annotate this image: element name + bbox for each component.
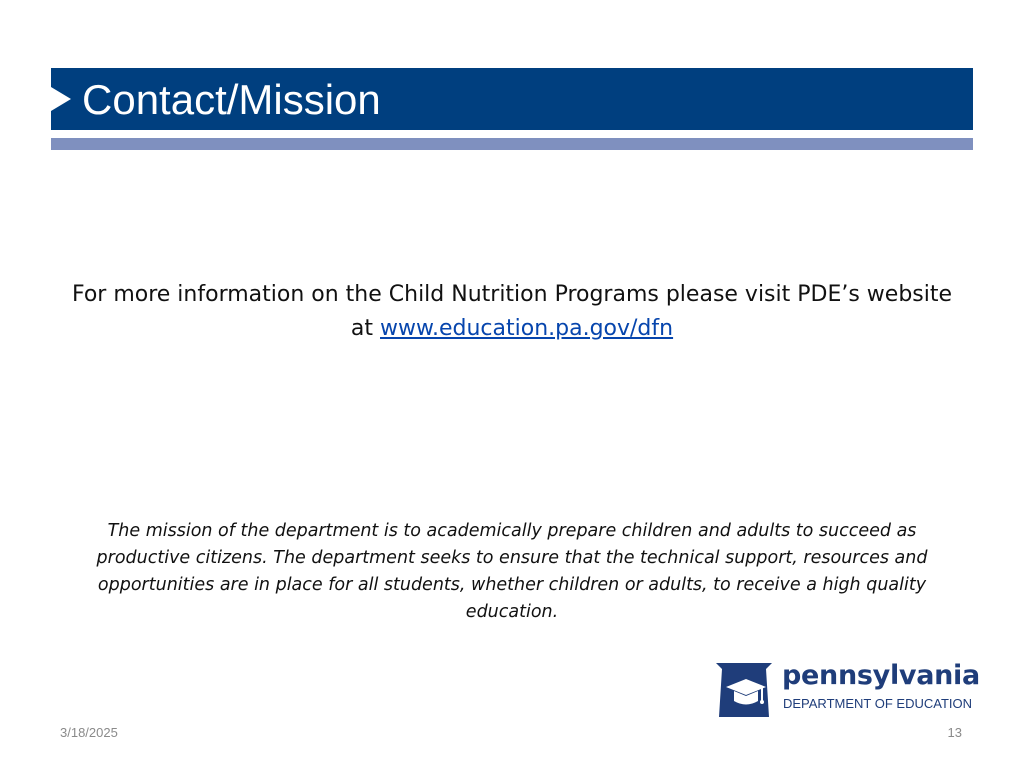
title-underline-bar <box>51 138 973 150</box>
info-text: For more information on the Child Nutrition Programs please visit PDE’s website at <box>71 282 953 341</box>
footer-date: 3/18/2025 <box>60 725 118 740</box>
info-paragraph <box>60 278 964 346</box>
keystone-graduation-cap-icon <box>712 657 776 721</box>
slide-title: Contact/Mission <box>82 76 381 123</box>
logo-name: pennsylvania <box>782 660 980 691</box>
logo-department: DEPARTMENT OF EDUCATION <box>783 696 972 711</box>
page-number: 13 <box>947 725 962 740</box>
mission-statement: The mission of the department is to academically prepare children and adults to succeed as productive citizens. The department seeks to ensure that the technical support, resources and opportunities are in place for all students, whether children or adults, to receive a high quality education. <box>96 521 928 622</box>
pde-logo <box>712 657 980 721</box>
title-arrow-icon <box>51 87 71 111</box>
pde-website-link[interactable]: www.education.pa.gov/dfn <box>380 316 674 341</box>
